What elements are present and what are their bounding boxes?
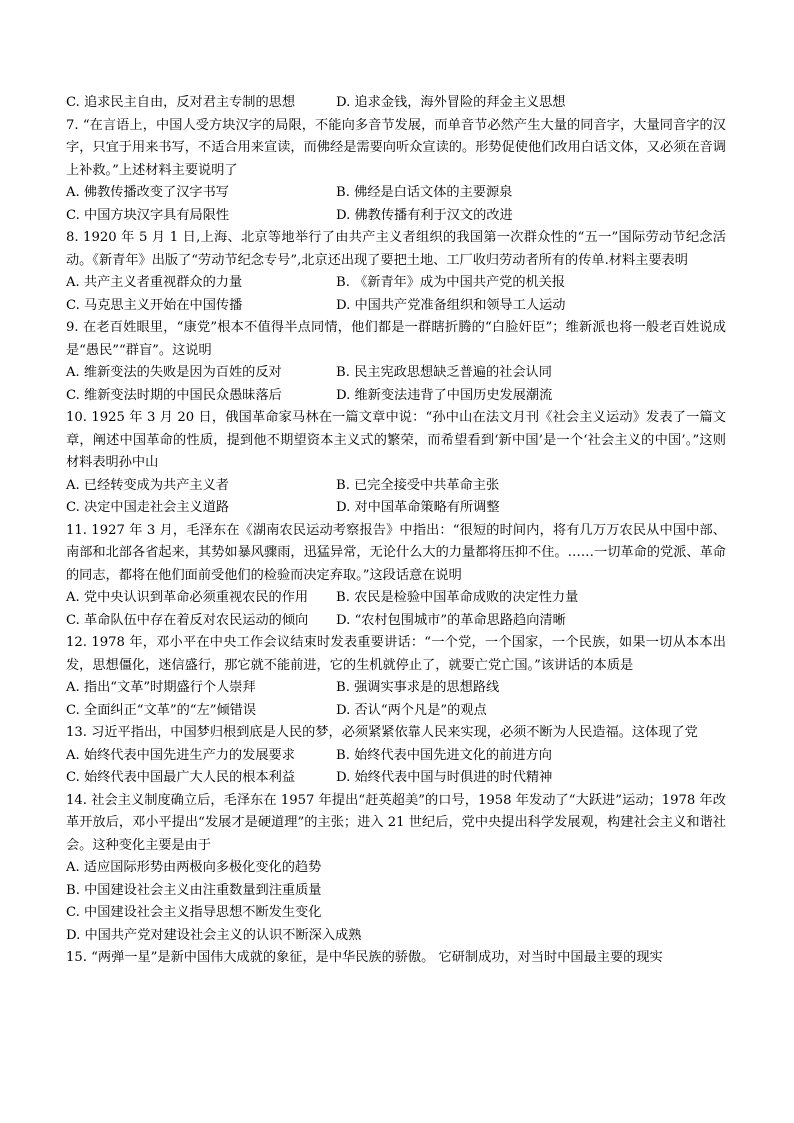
q12-stem: 12. 1978 年，邓小平在中央工作会议结束时发表重要讲话：“一个党，一个国家，一个民族，如果一切从本本出发，思想僵化，迷信盛行，那它就不能前进，它的生机就停止了，就要亡党亡国。”该讲话的本质是 [66, 635, 726, 673]
q6-option-d: D. 追求金钱，海外冒险的拜金主义思想 [336, 95, 566, 110]
exam-page [66, 92, 726, 970]
q9-option-a: A. 维新变法的失败是因为百姓的反对 [66, 365, 282, 380]
q13-option-a: A. 始终代表中国先进生产力的发展要求 [66, 747, 295, 763]
q9-option-c: C. 维新变法时期的中国民众愚昧落后 [66, 387, 282, 403]
q12-options-cd [66, 700, 726, 723]
q13-options-ab [66, 745, 726, 768]
q11-option-d: D. “农村包围城市”的革命思路趋向清晰 [336, 612, 566, 628]
q10-option-b: B. 已完全接受中共革命主张 [336, 477, 500, 493]
q9-options-cd [66, 385, 726, 408]
q7-stem: 7. “在言语上，中国人受方块汉字的局限，不能向多音节发展，而单音节必然产生大量的同音字，大量同音字的汉字，只宜于用来书写，不适合用来宣读，而佛经是需要向听众宣读的。形势促使他们改用白话文体，又必须在音调上补救。”上述材料主要说明了 [66, 117, 726, 178]
q12-option-b: B. 强调实事求是的思想路线 [336, 680, 500, 695]
q8-option-d: D. 中国共产党准备组织和领导工人运动 [336, 297, 566, 313]
q10-option-a: A. 已经转变成为共产主义者 [66, 477, 229, 493]
q7-option-a: A. 佛教传播改变了汉字书写 [66, 185, 229, 200]
q6-options-cd [66, 92, 726, 115]
q12-option-a: A. 指出“文革”时期盛行个人崇拜 [66, 680, 256, 695]
q10-option-d: D. 对中国革命策略有所调整 [336, 500, 500, 515]
q7-options-ab [66, 182, 726, 205]
q7-options-cd [66, 205, 726, 228]
q8-stem: 8. 1920 年 5 月 1 日,上海、北京等地举行了由共产主义者组织的我国第一次群众性的“五一”国际劳动节纪念活动。《新青年》出版了“劳动节纪念专号”,北京还出现了要把土地、工厂收归劳动者所有的传单.材料主要表明 [66, 230, 726, 268]
q14-option-c: C. 中国建设社会主义指导思想不断发生变化 [66, 905, 322, 920]
q7-option-b: B. 佛经是白话文体的主要源泉 [336, 185, 513, 200]
q12-option-d: D. 否认“两个凡是”的观点 [336, 702, 487, 718]
q10-option-c: C. 决定中国走社会主义道路 [66, 500, 230, 515]
q9-options-ab [66, 362, 726, 385]
q13-option-c: C. 始终代表中国最广大人民的根本利益 [66, 770, 296, 785]
q8-options-ab [66, 272, 726, 295]
q9-option-b: B. 民主宪政思想缺乏普遍的社会认同 [336, 365, 552, 380]
q6-option-c: C. 追求民主自由，反对君主专制的思想 [66, 95, 296, 110]
q8-option-c: C. 马克思主义开始在中国传播 [66, 297, 243, 313]
q14-option-d: D. 中国共产党对建设社会主义的认识不断深入成熟 [66, 927, 362, 943]
q12-option-c: C. 全面纠正“文革”的“左”倾错误 [66, 702, 257, 718]
q7-option-c: C. 中国方块汉字具有局限性 [66, 207, 230, 223]
q14-option-a: A. 适应国际形势由两极向多极化变化的趋势 [66, 860, 322, 875]
q8-options-cd [66, 295, 726, 318]
q14-stem: 14. 社会主义制度确立后，毛泽东在 1957 年提出“赶英超美”的口号，1958 年发动了“大跃进”运动；1978 年改革开放后，邓小平提出“发展才是硬道理”的主张；进入 21 世纪后，党中央提出科学发展观，构建社会主义和谐社会。这种变化主要是由于 [66, 792, 726, 853]
q11-options-cd [66, 610, 726, 633]
q11-option-c: C. 革命队伍中存在着反对农民运动的倾向 [66, 612, 309, 628]
q7-option-d: D. 佛教传播有利于汉文的改进 [336, 207, 513, 223]
q13-option-b: B. 始终代表中国先进文化的前进方向 [336, 747, 552, 763]
q13-option-d: D. 始终代表中国与时俱进的时代精神 [336, 770, 553, 785]
q11-option-a: A. 党中央认识到革命必须重视农民的作用 [66, 590, 309, 605]
q11-stem: 11. 1927 年 3 月，毛泽东在《湖南农民运动考察报告》中指出：“很短的时间内，将有几万万农民从中国中部、南部和北部各省起来，其势如暴风骤雨，迅猛异常，无论什么大的力量都将压抑不住。……一切革命的党派、革命的同志，都将在他们面前受他们的检验而决定弃取。”这段话意在说明 [66, 522, 726, 583]
q12-options-ab [66, 677, 726, 700]
q8-option-a: A. 共产主义者重视群众的力量 [66, 275, 243, 290]
q14-option-b: B. 中国建设社会主义由注重数量到注重质量 [66, 882, 322, 898]
q9-stem: 9. 在老百姓眼里，“康党”根本不值得半点同情，他们都是一群瞎折腾的“白脸奸臣”；维新派也将一般老百姓说成是“愚民”“群盲”。这说明 [66, 320, 726, 358]
q13-stem: 13. 习近平指出，中国梦归根到底是人民的梦，必须紧紧依靠人民来实现，必须不断为人民造福。这体现了党 [66, 725, 698, 740]
q10-stem: 10. 1925 年 3 月 20 日，俄国革命家马林在一篇文章中说：“孙中山在法文月刊《社会主义运动》发表了一篇文章，阐述中国革命的性质，提到他不期望资本主义式的繁荣，而希望看到‘新中国’是一个‘社会主义的中国’。”这则材料表明孙中山 [66, 410, 726, 470]
q13-options-cd [66, 767, 726, 790]
q8-option-b: B. 《新青年》成为中国共产党的机关报 [336, 275, 566, 290]
q15-stem: 15. “两弹一星”是新中国伟大成就的象征，是中华民族的骄傲。 它研制成功，对当时中国最主要的现实 [66, 950, 663, 965]
q9-option-d: D. 维新变法违背了中国历史发展潮流 [336, 387, 553, 403]
q11-option-b: B. 农民是检验中国革命成败的决定性力量 [336, 590, 579, 605]
q11-options-ab [66, 587, 726, 610]
q10-options-ab [66, 475, 726, 498]
q10-options-cd [66, 497, 726, 520]
